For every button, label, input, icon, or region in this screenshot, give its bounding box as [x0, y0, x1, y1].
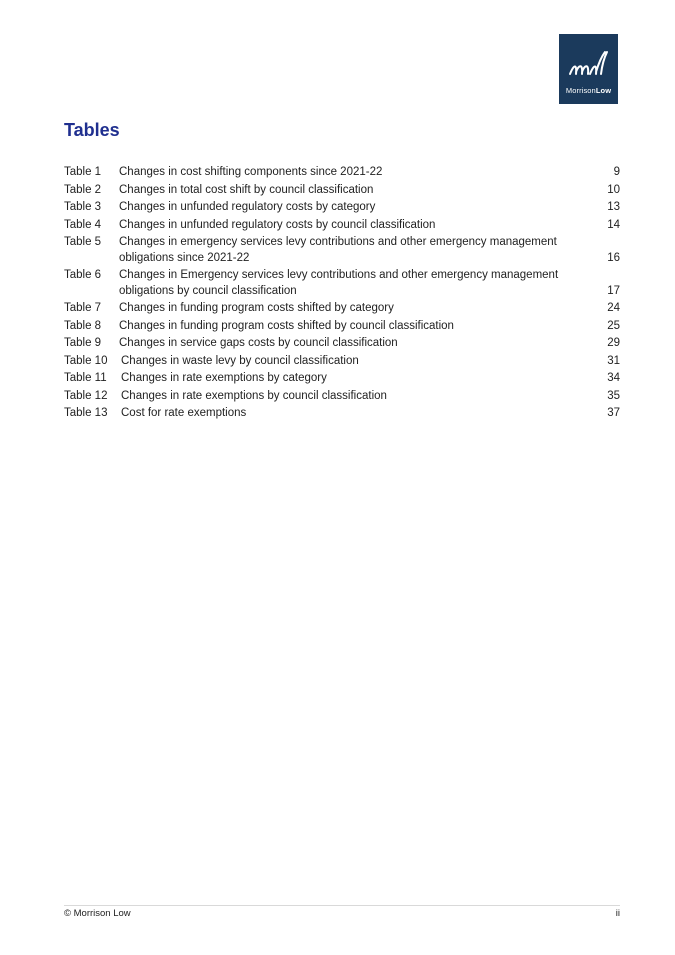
table-label: Table 11: [64, 372, 107, 384]
logo-wordmark: MorrisonLow: [565, 86, 612, 95]
page-title: Tables: [64, 120, 120, 140]
table-list-item[interactable]: [64, 199, 620, 215]
table-list-item[interactable]: [64, 318, 620, 334]
footer-divider: [64, 905, 620, 906]
table-page-number: 24: [607, 302, 620, 314]
table-title: Changes in waste levy by council classification: [121, 354, 359, 367]
table-page-number: 16: [607, 252, 620, 264]
table-title: Changes in funding program costs shifted by council classification: [119, 319, 454, 332]
table-title: Changes in rate exemptions by council classification: [121, 389, 387, 402]
table-page-number: 37: [607, 407, 620, 419]
table-list-item[interactable]: [64, 388, 620, 404]
table-list-item[interactable]: [64, 182, 620, 198]
table-title: Changes in emergency services levy contributions and other emergency management obligations since 2021-22: [119, 236, 557, 264]
table-title: Changes in funding program costs shifted by category: [119, 302, 394, 314]
table-label: Table 7: [64, 302, 102, 314]
table-title: Cost for rate exemptions: [121, 407, 247, 419]
table-page-number: 9: [613, 166, 620, 178]
table-list-item[interactable]: [64, 335, 620, 351]
table-label: Table 9: [64, 337, 102, 349]
table-title: Changes in total cost shift by council classification: [119, 183, 374, 196]
table-label: Table 10: [64, 354, 108, 367]
table-page-number: 25: [607, 319, 620, 332]
table-title: Changes in rate exemptions by category: [121, 372, 327, 384]
table-label: Table 5: [64, 236, 102, 248]
morrison-low-logo: [559, 34, 618, 104]
table-list-item[interactable]: [64, 370, 620, 386]
table-title: Changes in Emergency services levy contributions and other emergency management obligations by council classification: [119, 269, 559, 297]
table-label: Table 4: [64, 218, 102, 231]
table-title: Changes in cost shifting components since 2021-22: [119, 166, 383, 178]
table-list-item[interactable]: [64, 164, 620, 180]
table-list-item[interactable]: [64, 267, 620, 299]
tables-list: [64, 164, 620, 423]
table-list-item[interactable]: [64, 353, 620, 369]
table-label: Table 6: [64, 269, 102, 281]
table-page-number: 31: [607, 354, 620, 367]
table-label: Table 2: [64, 183, 102, 196]
logo-mark-icon: [568, 50, 610, 80]
table-label: Table 8: [64, 319, 102, 332]
table-label: Table 1: [64, 166, 102, 178]
table-title: Changes in unfunded regulatory costs by council classification: [119, 218, 436, 231]
table-list-item[interactable]: [64, 405, 620, 421]
table-title: Changes in service gaps costs by council classification: [119, 337, 398, 349]
table-page-number: 34: [607, 372, 620, 384]
table-page-number: 14: [607, 218, 620, 231]
table-title: Changes in unfunded regulatory costs by category: [119, 201, 376, 213]
table-label: Table 3: [64, 201, 102, 213]
footer-page-number: ii: [615, 908, 620, 919]
table-label: Table 13: [64, 407, 108, 419]
table-page-number: 17: [607, 285, 620, 297]
footer-copyright: © Morrison Low: [64, 908, 131, 919]
table-label: Table 12: [64, 389, 108, 402]
table-page-number: 29: [607, 337, 620, 349]
table-list-item[interactable]: [64, 300, 620, 316]
table-list-item[interactable]: [64, 234, 620, 266]
table-page-number: 35: [607, 389, 620, 402]
table-list-item[interactable]: [64, 217, 620, 233]
table-page-number: 13: [607, 201, 620, 213]
table-page-number: 10: [607, 183, 620, 196]
